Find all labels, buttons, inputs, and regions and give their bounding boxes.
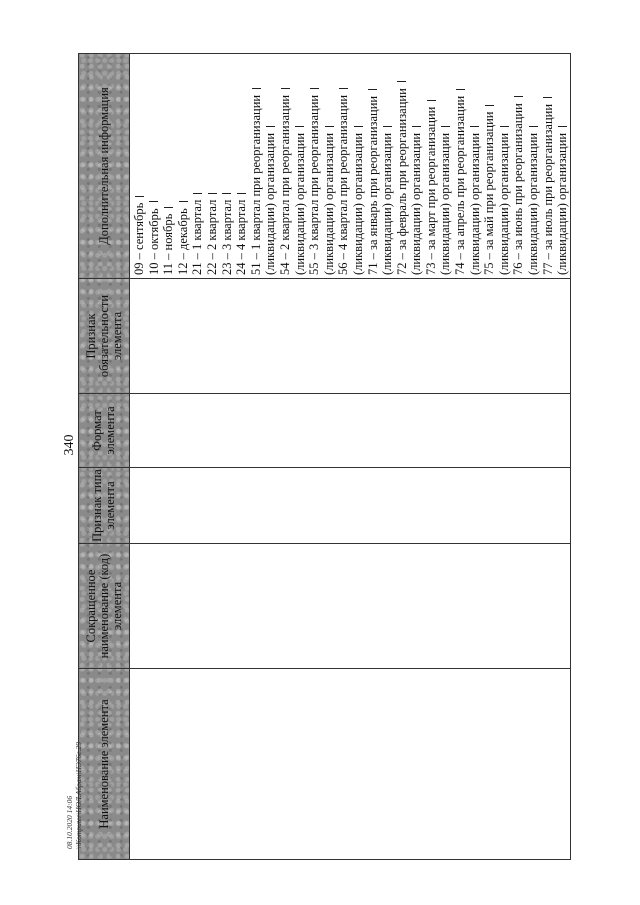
info-line-text: 23 – 3 квартал [219, 199, 234, 275]
info-line [205, 54, 220, 275]
info-line [351, 54, 366, 275]
header-short-name: Сокращенное наименование (код) элемента [79, 544, 130, 669]
footer-line-2: \\Komputer\НОЛ.Абрам\НЭ76е.29 [74, 742, 83, 849]
info-line-text: 10 – октябрь [146, 208, 161, 275]
line-end-mark [339, 88, 348, 89]
info-line-text: 55 – 3 квартал при реорганизации [307, 94, 322, 275]
line-end-mark [179, 201, 188, 202]
line-end-mark [208, 193, 217, 194]
header-format: Формат элемента [79, 394, 130, 468]
line-end-mark [354, 126, 363, 127]
info-line [336, 54, 351, 275]
line-end-mark [558, 126, 567, 127]
line-end-mark [441, 126, 450, 127]
info-line [249, 54, 264, 275]
info-line [453, 54, 468, 275]
line-end-mark [529, 126, 538, 127]
info-line [482, 54, 497, 275]
line-end-mark [427, 100, 436, 101]
line-end-mark [252, 88, 261, 89]
footer-line-1: 08.10.2020 14:06 [65, 795, 74, 849]
info-line [307, 54, 322, 275]
line-end-mark [383, 126, 392, 127]
info-line [132, 54, 147, 275]
info-line [511, 54, 526, 275]
info-line-text: (ликвидации) организации [467, 132, 482, 275]
info-line [220, 54, 235, 275]
info-line-text: (ликвидации) организации [496, 132, 511, 275]
line-end-mark [514, 96, 523, 97]
info-line [161, 54, 176, 275]
info-line-text: 54 – 2 квартал при реорганизации [277, 94, 292, 275]
info-line [395, 54, 410, 275]
info-line [555, 54, 570, 275]
header-additional-info: Дополнительная информация [79, 54, 130, 279]
info-line-text: 71 – за январь при реорганизации [365, 95, 380, 275]
info-line [380, 54, 395, 275]
info-line [366, 54, 381, 275]
info-line [147, 54, 162, 275]
cell-format [130, 394, 571, 468]
table-wrapper [78, 54, 571, 860]
cell-element-name [130, 669, 571, 860]
info-line [541, 54, 556, 275]
info-line-text: 22 – 2 квартал [204, 199, 219, 275]
header-mandatory: Признак обязательности элемента [79, 279, 130, 394]
info-line [438, 54, 453, 275]
line-end-mark [222, 193, 231, 194]
line-end-mark [368, 89, 377, 90]
info-line-text: (ликвидации) организации [409, 132, 424, 275]
info-line-text: (ликвидации) организации [380, 132, 395, 275]
cell-short-name [130, 544, 571, 669]
line-end-mark [310, 88, 319, 89]
line-end-mark [149, 201, 158, 202]
line-end-mark [135, 196, 144, 197]
info-line-text: 76 – за июнь при реорганизации [511, 103, 526, 275]
line-end-mark [193, 193, 202, 194]
table-header-row [79, 54, 130, 860]
line-end-mark [237, 193, 246, 194]
info-line-text: 51 – 1 квартал при реорганизации [248, 94, 263, 275]
info-line-text: 12 – декабрь [175, 208, 190, 275]
info-line [176, 54, 191, 275]
info-line [322, 54, 337, 275]
cell-additional-info [130, 54, 571, 279]
info-list [132, 54, 570, 275]
info-line [190, 54, 205, 275]
rotated-table-container [78, 54, 571, 860]
line-end-mark [295, 126, 304, 127]
line-end-mark [456, 89, 465, 90]
info-line [263, 54, 278, 275]
line-end-mark [397, 81, 406, 82]
info-line-text: 56 – 4 квартал при реорганизации [336, 94, 351, 275]
info-line-text: 74 – за апрель при реорганизации [453, 95, 468, 275]
info-line [526, 54, 541, 275]
cell-type [130, 468, 571, 544]
info-line-text: (ликвидации) организации [438, 132, 453, 275]
header-type: Признак типа элемента [79, 468, 130, 544]
info-line [424, 54, 439, 275]
info-line-text: (ликвидации) организации [263, 132, 278, 275]
info-line-text: 72 – за февраль при реорганизации [394, 88, 409, 275]
info-line-text: (ликвидации) организации [526, 132, 541, 275]
info-line-text: 73 – за март при реорганизации [423, 106, 438, 275]
info-line-text: 75 – за май при реорганизации [482, 111, 497, 275]
line-end-mark [281, 88, 290, 89]
element-description-table [78, 53, 571, 860]
info-line-text: 21 – 1 квартал [190, 199, 205, 275]
info-line [497, 54, 512, 275]
info-line-text: (ликвидации) организации [555, 132, 570, 275]
info-line-text: 09 – сентябрь [132, 202, 146, 275]
line-end-mark [412, 126, 421, 127]
info-line [278, 54, 293, 275]
line-end-mark [470, 126, 479, 127]
info-line-text: 77 – за июль при реорганизации [540, 103, 555, 275]
line-end-mark [485, 105, 494, 106]
line-end-mark [500, 126, 509, 127]
cell-mandatory [130, 279, 571, 394]
line-end-mark [266, 126, 275, 127]
line-end-mark [543, 97, 552, 98]
info-line [409, 54, 424, 275]
line-end-mark [325, 126, 334, 127]
info-line [293, 54, 308, 275]
page-number: 340 [62, 434, 77, 456]
info-line-text: 11 – ноябрь [161, 213, 176, 275]
info-line-text: 24 – 4 квартал [234, 199, 249, 275]
info-line [234, 54, 249, 275]
info-line-text: (ликвидации) организации [350, 132, 365, 275]
header-element-name: Наименование элемента [79, 669, 130, 860]
info-line [468, 54, 483, 275]
info-line-text: (ликвидации) организации [321, 132, 336, 275]
table-row [130, 54, 571, 860]
info-line-text: (ликвидации) организации [292, 132, 307, 275]
line-end-mark [164, 207, 173, 208]
